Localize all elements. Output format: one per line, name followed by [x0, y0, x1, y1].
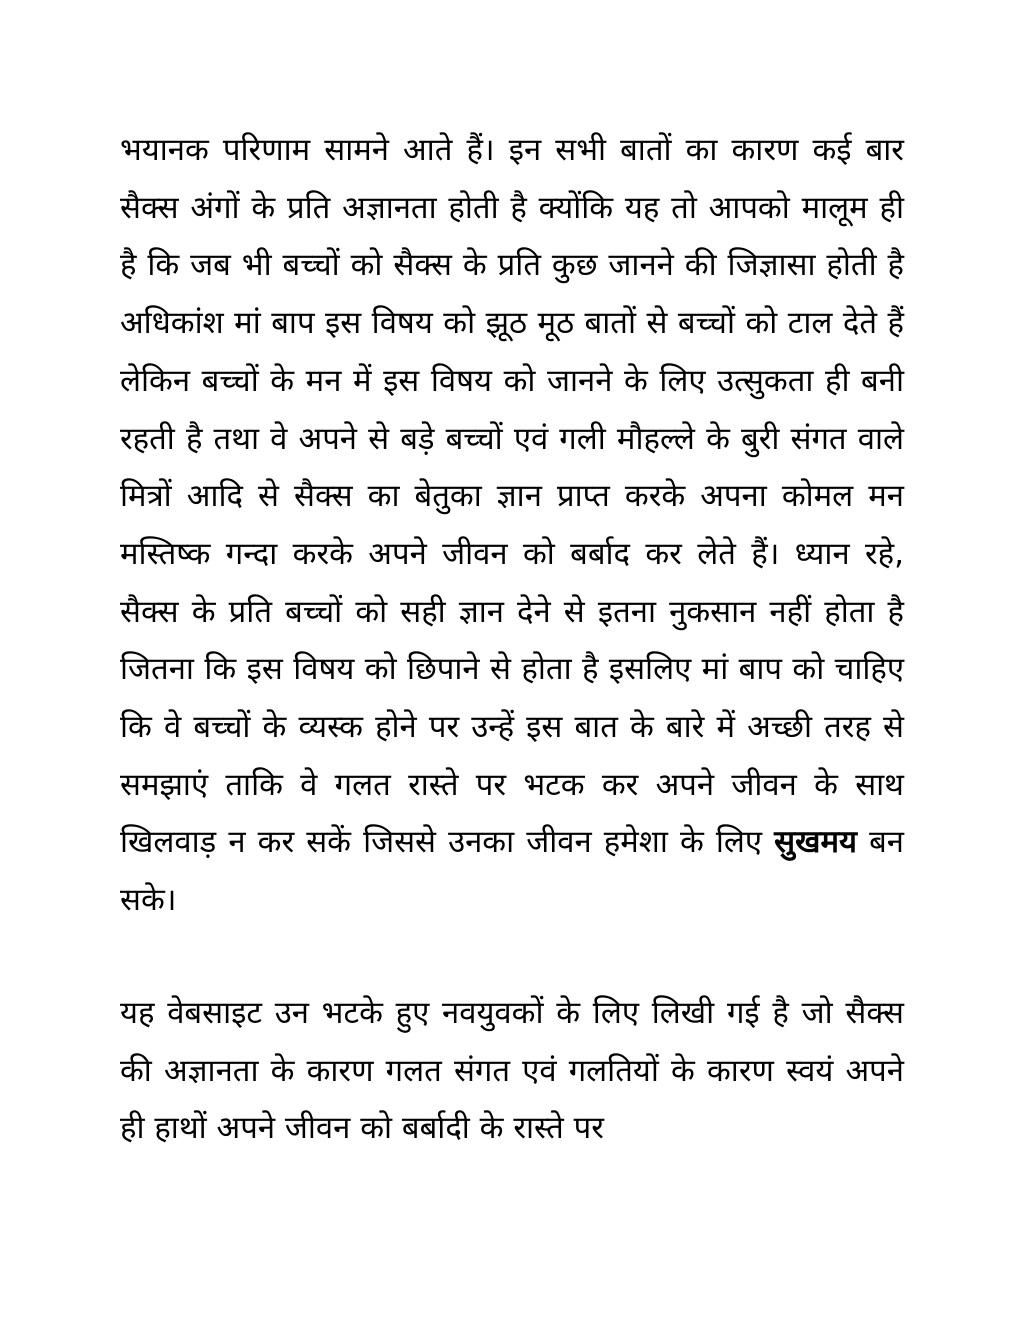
body-paragraph-1: [120, 122, 904, 930]
paragraph-1-text: भयानक परिणाम सामने आते हैं। इन सभी बातों का कारण कई बार सैक्स अंगों के प्रति अज्ञानता होती है क्योंकि यह तो आपको मालूम ही है कि जब भी बच्चों को सैक्स के प्रति कुछ जानने की जिज्ञासा होती है अधिकांश मां बाप इस विषय को झूठ मूठ बातों से बच्चों को टाल देते हैं लेकिन बच्चों के मन में इस विषय को जानने के लिए उत्सुकता ही बनी रहती है तथा वे अपने से बड़े बच्चों एवं गली मौहल्ले के बुरी संगत वाले मित्रों आदि से सैक्स का बेतुका ज्ञान प्राप्त करके अपना कोमल मन मस्तिष्क गन्दा करके अपने जीवन को बर्बाद कर लेते हैं। ध्यान रहे, सैक्स के प्रति बच्चों को सही ज्ञान देने से इतना नुकसान नहीं होता है जितना कि इस विषय को छिपाने से होता है इसलिए मां बाप को चाहिए कि वे बच्चों के व्यस्क होने पर उन्हें इस बात के बारे में अच्छी तरह से समझाएं ताकि वे गलत रास्ते पर भटक कर अपने जीवन के साथ खिलवाड़ न कर सकें जिससे उनका जीवन हमेशा के लिए: [120, 132, 904, 861]
paragraph-1-ending: बन सके।: [120, 824, 904, 919]
bold-emphasis-word: सुखमय: [774, 824, 857, 861]
body-paragraph-2: यह वेबसाइट उन भटके हुए नवयुवकों के लिए लिखी गई है जो सैक्स की अज्ञानता के कारण गलत संगत एवं गलतियों के कारण स्वयं अपने ही हाथों अपने जीवन को बर्बादी के रास्ते पर: [120, 995, 904, 1147]
